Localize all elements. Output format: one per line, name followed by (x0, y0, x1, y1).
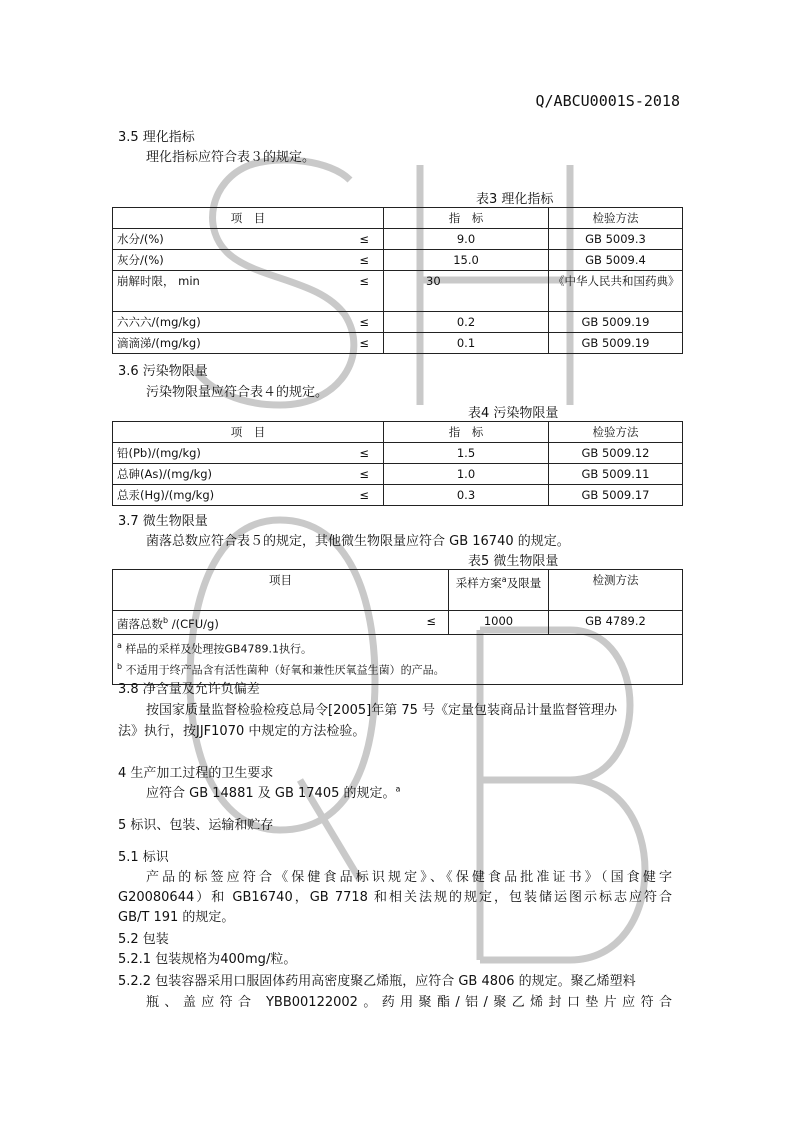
leq-sign: ≤ (359, 446, 369, 460)
section-5-2-1: 5.2.1 包装规格为400mg/粒。 (118, 952, 297, 967)
row-method: GB 5009.12 (549, 443, 683, 464)
row-method: GB 5009.19 (549, 312, 683, 333)
section-3-8-line-1: 按国家质量监督检验检疫总局令[2005]年第 75 号《定量包装商品计量监督管理办 (146, 703, 618, 718)
row-method: GB 5009.3 (549, 229, 683, 250)
row-value: 0.3 (384, 485, 549, 506)
note-a: $^a$ 样品的采样及处理按GB4789.1执行。 (117, 640, 312, 656)
table-row (113, 464, 683, 485)
row-item: ≤ 滴滴涕/(mg/kg) (113, 333, 384, 354)
column-header-value: 指 标 (384, 422, 549, 443)
table-row (113, 312, 683, 333)
note-b: $^b$ 不适用于终产品含有活性菌种（好氧和兼性厌氧益生菌）的产品。 (117, 662, 445, 678)
row-value: 30 (384, 271, 549, 312)
document-number: Q/ABCU0001S-2018 (535, 92, 680, 110)
table-row (113, 443, 683, 464)
row-method: GB 5009.4 (549, 250, 683, 271)
table-header-row (113, 570, 683, 611)
section-3-5-heading: 3.5 理化指标 (118, 130, 195, 145)
row-item: ≤ 崩解时限， min (113, 271, 384, 312)
table-header-row (113, 422, 683, 443)
column-header-method: 检测方法 (549, 570, 683, 611)
section-5-heading: 5 标识、包装、运输和贮存 (118, 818, 274, 833)
row-item: ≤ 水分/(%) (113, 229, 384, 250)
row-value: 1.5 (384, 443, 549, 464)
leq-sign: ≤ (359, 253, 369, 267)
row-method: GB 4789.2 (549, 611, 683, 635)
table-row (113, 485, 683, 506)
section-5-2-heading: 5.2 包装 (118, 932, 169, 947)
column-header-method: 检验方法 (549, 422, 683, 443)
row-item: ≤ 六六六/(mg/kg) (113, 312, 384, 333)
row-method: 《中华人民共和国药典》 (549, 271, 683, 312)
column-header-method: 检验方法 (549, 208, 683, 229)
row-item: 菌落总数$^b$ /(CFU/g) (113, 611, 415, 635)
table-row (113, 611, 683, 635)
section-3-8-line-2: 法》执行，按JJF1070 中规定的方法检验。 (118, 724, 366, 739)
section-3-7-heading: 3.7 微生物限量 (118, 514, 208, 529)
leq-sign: ≤ (359, 467, 369, 481)
section-5-1-heading: 5.1 标识 (118, 850, 169, 865)
row-method: GB 5009.17 (549, 485, 683, 506)
row-value: 0.1 (384, 333, 549, 354)
column-header-item: 项 目 (113, 422, 384, 443)
section-3-6-heading: 3.6 污染物限量 (118, 364, 208, 379)
leq-sign: ≤ (415, 611, 449, 635)
row-value: 1.0 (384, 464, 549, 485)
table-4 (112, 421, 683, 506)
section-5-2-2-line-1: 5.2.2 包装容器采用口服固体药用高密度聚乙烯瓶，应符合 GB 4806 的规定。聚乙烯塑料 (118, 974, 636, 989)
leq-sign: ≤ (359, 315, 369, 329)
section-3-6-text: 污染物限量应符合表４的规定。 (146, 385, 329, 400)
table-5-caption: 表5 微生物限量 (468, 554, 559, 569)
leq-sign: ≤ (359, 336, 369, 350)
section-3-5-text: 理化指标应符合表３的规定。 (146, 150, 316, 165)
leq-sign: ≤ (359, 488, 369, 502)
section-4-heading: 4 生产加工过程的卫生要求 (118, 766, 274, 781)
table-row (113, 250, 683, 271)
leq-sign: ≤ (359, 232, 369, 246)
section-3-7-text: 菌落总数应符合表５的规定，其他微生物限量应符合 GB 16740 的规定。 (146, 534, 570, 549)
section-5-1-line-2: G20080644）和 GB16740，GB 7718 和相关法规的规定，包装储运图示标志应符合 (118, 890, 672, 905)
row-method: GB 5009.19 (549, 333, 683, 354)
row-item: ≤ 总汞(Hg)/(mg/kg) (113, 485, 384, 506)
row-item: ≤ 灰分/(%) (113, 250, 384, 271)
section-3-8-heading: 3.8 净含量及允许负偏差 (118, 682, 260, 697)
table-5 (112, 569, 683, 685)
row-item: ≤ 铅(Pb)/(mg/kg) (113, 443, 384, 464)
column-header-item: 项 目 (113, 208, 384, 229)
table-3 (112, 207, 683, 354)
section-4-text: 应符合 GB 14881 及 GB 17405 的规定。$^a$ (146, 784, 401, 801)
table-row (113, 229, 683, 250)
section-5-1-line-3: GB/T 191 的规定。 (118, 910, 235, 925)
table-4-caption: 表4 污染物限量 (468, 406, 559, 421)
row-value: 0.2 (384, 312, 549, 333)
row-value: 1000 (449, 611, 549, 635)
column-header-value: 指 标 (384, 208, 549, 229)
table-3-caption: 表3 理化指标 (476, 192, 554, 207)
row-item: ≤ 总砷(As)/(mg/kg) (113, 464, 384, 485)
column-header-sampling: 采样方案$^a$及限量 (449, 570, 549, 611)
table-header-row (113, 208, 683, 229)
column-header-item: 项目 (113, 570, 449, 611)
row-value: 15.0 (384, 250, 549, 271)
row-method: GB 5009.11 (549, 464, 683, 485)
table-row (113, 333, 683, 354)
row-value: 9.0 (384, 229, 549, 250)
section-5-1-line-1: 产品的标签应符合《保健食品标识规定》、《保健食品批准证书》（国食健字 (146, 870, 672, 885)
table-row (113, 271, 683, 312)
leq-sign: ≤ (359, 274, 369, 288)
section-5-2-2-line-2: 瓶、盖应符合 YBB00122002。药用聚酯/铝/聚乙烯封口垫片应符合 (146, 995, 672, 1010)
